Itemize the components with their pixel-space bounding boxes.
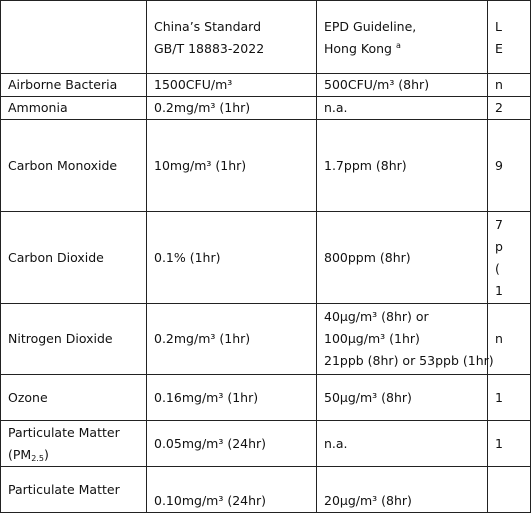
pollutant-cell: Nitrogen Dioxide: [1, 304, 147, 375]
table-row: [1, 467, 531, 513]
epd-line: 40µg/m³ (8hr) or: [324, 309, 429, 324]
header-col3-line1: L: [495, 19, 502, 34]
col3-cell: [488, 212, 531, 304]
epd-guideline-cell: n.a.: [317, 421, 488, 467]
epd-line-blank: [324, 468, 482, 490]
epd-line: 21ppb (8hr) or 53ppb (1hr): [324, 353, 494, 368]
header-china-line1: China’s Standard: [154, 19, 262, 34]
china-standard-cell: 0.2mg/m³ (1hr): [147, 304, 317, 375]
epd-line: 100µg/m³ (1hr): [324, 331, 420, 346]
epd-guideline-cell: [317, 467, 488, 513]
col3-line: 1: [495, 282, 503, 298]
col3-cell: n: [488, 304, 531, 375]
pollutant-cell: Ozone: [1, 375, 147, 421]
pollutant-cell: Ammonia: [1, 97, 147, 120]
china-standard-cell: 1500CFU/m³: [147, 74, 317, 97]
pollutant-line2: [8, 444, 141, 466]
pollutant-cell: Carbon Dioxide: [1, 212, 147, 304]
header-cell-pollutant: [1, 1, 147, 74]
epd-line: 20µg/m³ (8hr): [324, 492, 412, 508]
col3-cell: 2: [488, 97, 531, 120]
pollutant-cell: Airborne Bacteria: [1, 74, 147, 97]
china-line: 0.10mg/m³ (24hr): [154, 492, 267, 508]
col3-line: p: [495, 238, 503, 254]
table-row: [1, 74, 531, 97]
col3-cell: 1: [488, 375, 531, 421]
epd-guideline-cell: 1.7ppm (8hr): [317, 120, 488, 212]
header-cell-china-standard: [147, 1, 317, 74]
col3-cell: [488, 467, 531, 513]
china-standard-cell: 0.1% (1hr): [147, 212, 317, 304]
pm-prefix: (PM: [8, 446, 32, 462]
china-standard-cell: 0.16mg/m³ (1hr): [147, 375, 317, 421]
china-line-blank: [154, 468, 311, 490]
china-standard-cell: [147, 467, 317, 513]
col3-cell: n: [488, 74, 531, 97]
col3-cell: 1: [488, 421, 531, 467]
header-china-line2: GB/T 18883-2022: [154, 41, 265, 56]
header-cell-col3: [488, 1, 531, 74]
table-row: [1, 97, 531, 120]
pm-close: ): [43, 446, 49, 462]
epd-guideline-cell: 800ppm (8hr): [317, 212, 488, 304]
pollutant-cell: Carbon Monoxide: [1, 120, 147, 212]
pm-subscript: 2.5: [31, 453, 44, 463]
table-row: [1, 421, 531, 467]
epd-guideline-cell: n.a.: [317, 97, 488, 120]
table-row: [1, 120, 531, 212]
col3-cell: 9: [488, 120, 531, 212]
table-row: [1, 304, 531, 375]
pollutant-cell: [1, 421, 147, 467]
epd-guideline-cell: 500CFU/m³ (8hr): [317, 74, 488, 97]
header-epd-line2: [324, 38, 482, 60]
table-row: [1, 212, 531, 304]
table-row: [1, 375, 531, 421]
header-col3-line2: E: [495, 41, 503, 56]
pollutant-line1: Particulate Matter: [8, 481, 120, 497]
epd-guideline-cell: [317, 304, 494, 375]
china-standard-cell: 0.05mg/m³ (24hr): [147, 421, 317, 467]
header-cell-epd-guideline: [317, 1, 488, 74]
pollutant-cell: [1, 467, 147, 513]
footnote-marker: a: [395, 41, 401, 50]
china-standard-cell: 10mg/m³ (1hr): [147, 120, 317, 212]
header-row: [1, 1, 531, 74]
col3-line: 7: [495, 216, 503, 232]
col3-line: (: [495, 260, 500, 276]
header-epd-line1: EPD Guideline,: [324, 19, 417, 34]
epd-guideline-cell: 50µg/m³ (8hr): [317, 375, 488, 421]
header-epd-text: Hong Kong: [324, 41, 392, 56]
pollutant-line1: Particulate Matter: [8, 424, 120, 440]
china-standard-cell: 0.2mg/m³ (1hr): [147, 97, 317, 120]
